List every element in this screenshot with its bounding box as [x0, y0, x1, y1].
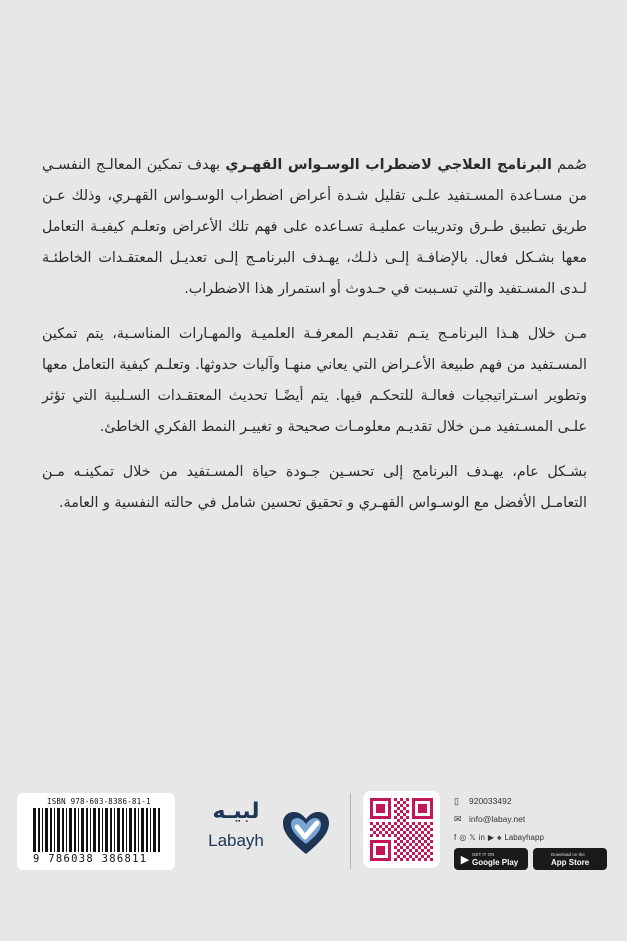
barcode-box: [17, 793, 175, 870]
footer: [0, 788, 627, 878]
email-address: info@labay.net: [469, 814, 526, 824]
paragraph-1: صُمم البرنامج العلاجي لاضطراب الوسـواس القهـري بهدف تمكين المعالـج النفسـي من مسـاعدة المسـتفيد علـى تقليل شـدة أعراض اضطراب الوسـواس القهـري، وذلك عـن طريق تطبيق طـرق وتدريبات عمليـة تسـاعده على فهم تلك الأعراض وتعلـم كيفيـة التعامل معها بشـكل فعال. بالإضافـة إلـى ذلـك، يهـدف البرنامـج إلـى تعديـل المعتقـدات الخاطئـة لـدى المسـتفيد والتي تسـببت في حـدوث أو استمرار هذا الاضطراب.: [42, 157, 587, 297]
mail-icon: ✉: [454, 813, 462, 824]
brand-name-arabic: لبيـه: [212, 799, 260, 824]
labayh-logo-icon: [281, 810, 331, 856]
email-row: [454, 810, 614, 828]
brand-name-latin: Labayh: [208, 831, 264, 850]
back-cover-text: [42, 150, 587, 533]
phone-row: [454, 792, 614, 810]
isbn-digits: 9 786038 386811: [33, 853, 148, 865]
barcode-icon: [33, 808, 161, 852]
program-title: البرنامج العلاجي لاضطراب الوسـواس القهـري: [225, 157, 552, 173]
store-buttons: [454, 848, 607, 870]
instagram-icon: ◎: [459, 832, 467, 842]
x-icon: 𝕏: [469, 832, 476, 842]
isbn-label: ISBN 978-603-8386-81-1: [47, 797, 151, 806]
phone-icon: ▯: [454, 795, 459, 806]
google-play-icon: ▶: [460, 853, 470, 866]
phone-number: 920033492: [469, 796, 512, 806]
youtube-icon: ▶: [487, 832, 495, 842]
app-store-button[interactable]: Download on the App Store: [533, 848, 607, 870]
social-row: [454, 828, 614, 846]
google-play-button[interactable]: ▶ GET IT ON Google Play: [454, 848, 528, 870]
divider: [350, 793, 351, 869]
snapchat-icon: ♠: [497, 832, 502, 842]
social-handle: Labayhapp: [504, 832, 544, 842]
paragraph-2: مـن خلال هـذا البرنامـج يتـم تقديـم المعرفـة العلميـة والمهـارات المناسـبة، يتم تمكين المسـتفيد من فهم طبيعة الأعـراض التي يعاني منهـا وآليات حدوثها. وتعلـم كيفية التعامل معها وتطوير اسـتراتيجيات فعالـة للتحكـم فيها. يتم أيضًـا تحديث المعتقـدات السـلبية التي تؤثر علـى المسـتفيد مـن خلال تقديـم معلومـات صحيحة و تغييـر النمط الفكري الخاطئ.: [42, 326, 587, 435]
paragraph-3: بشـكل عام، يهـدف البرنامج إلى تحسـين جـودة حياة المسـتفيد من خلال تمكينـه مـن التعامـل الأفضل مع الوسـواس القهـري و تحقيق تحسين شامل في حالته النفسية و العامة.: [42, 464, 587, 511]
qr-box: [363, 791, 440, 868]
facebook-icon: f: [454, 832, 457, 842]
linkedin-icon: in: [478, 832, 485, 842]
contacts: [454, 792, 614, 867]
qr-code-icon: [370, 798, 433, 861]
